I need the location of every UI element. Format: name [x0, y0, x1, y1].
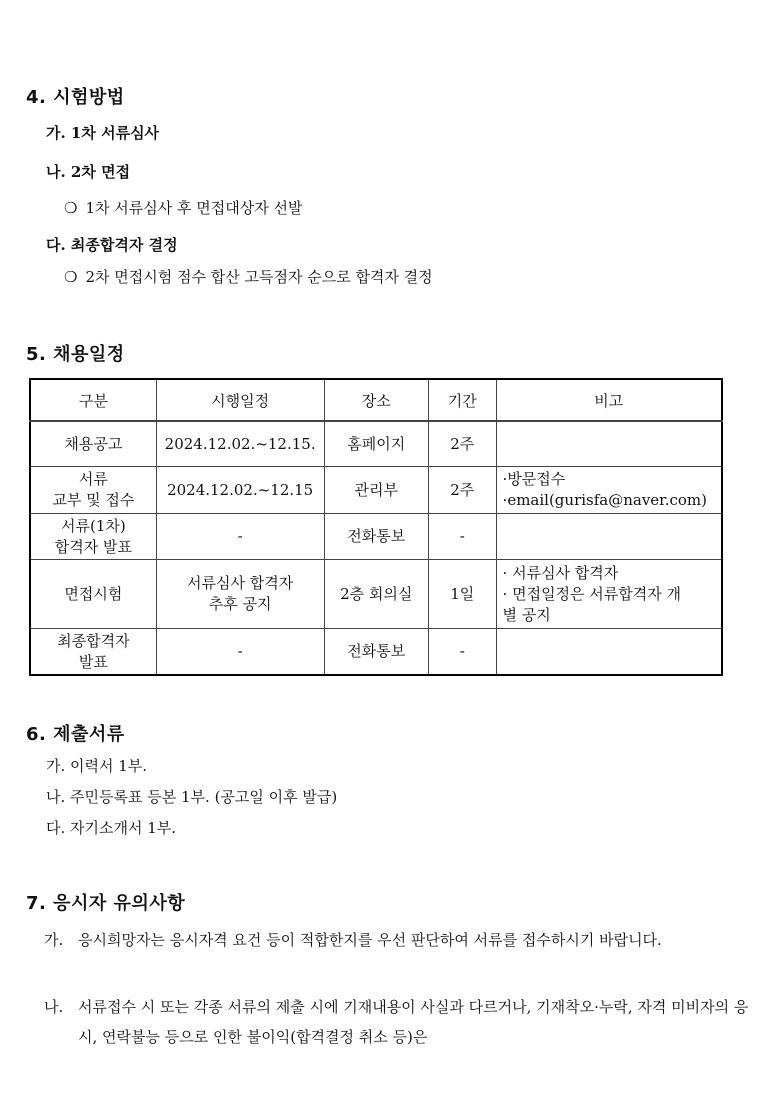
table-row [30, 421, 722, 467]
date-cell: 서류심사 합격자 추후 공지 [156, 560, 324, 629]
column-header: 기간 [428, 379, 496, 421]
section-4-heading: 4. 시험방법 [26, 87, 125, 108]
category-cell: 서류(1차) 합격자 발표 [30, 514, 156, 560]
circle-bullet-icon: ❍ [64, 199, 78, 217]
column-header: 비고 [496, 379, 722, 421]
category-cell: 채용공고 [30, 421, 156, 467]
note-cell: · 서류심사 합격자 · 면접일정은 서류합격자 개 별 공지 [496, 560, 722, 629]
period-cell: 1일 [428, 560, 496, 629]
place-cell: 홈페이지 [324, 421, 428, 467]
notice-paragraph-2 [44, 992, 750, 1052]
place-cell: 전화통보 [324, 514, 428, 560]
period-cell: 2주 [428, 421, 496, 467]
period-cell: 2주 [428, 467, 496, 514]
paragraph-label: 가. [44, 931, 64, 949]
section-5-heading: 5. 채용일정 [26, 344, 125, 365]
place-cell: 전화통보 [324, 629, 428, 676]
bullet-text: 1차 서류심사 후 면접대상자 선발 [85, 199, 303, 217]
exam-method-item-2-detail [64, 197, 302, 218]
date-cell: 2024.12.02.~12.15 [156, 467, 324, 514]
exam-method-item-3-detail [64, 266, 433, 287]
note-cell [496, 514, 722, 560]
document-item-3: 다. 자기소개서 1부. [46, 819, 177, 837]
category-cell: 서류 교부 및 접수 [30, 467, 156, 514]
table-row [30, 514, 722, 560]
schedule-table [29, 378, 723, 676]
document-item-1: 가. 이력서 1부. [46, 757, 148, 775]
paragraph-label: 나. [44, 998, 64, 1016]
notice-paragraph-1 [44, 925, 750, 955]
date-cell: - [156, 629, 324, 676]
note-cell [496, 421, 722, 467]
section-7-heading: 7. 응시자 유의사항 [26, 893, 186, 914]
category-cell: 최종합격자 발표 [30, 629, 156, 676]
place-cell: 관리부 [324, 467, 428, 514]
category-cell: 면접시험 [30, 560, 156, 629]
exam-method-item-3: 다. 최종합격자 결정 [46, 236, 178, 254]
date-cell: - [156, 514, 324, 560]
document-item-2: 나. 주민등록표 등본 1부. (공고일 이후 발급) [46, 788, 338, 806]
section-6-heading: 6. 제출서류 [26, 724, 125, 745]
table-row [30, 629, 722, 676]
column-header: 시행일정 [156, 379, 324, 421]
paragraph-text: 서류접수 시 또는 각종 서류의 제출 시에 기재내용이 사실과 다르거나, 기재착오·누락, 자격 미비자의 응시, 연락불능 등으로 인한 불이익(합격결정 취소 등)은 [78, 998, 749, 1046]
table-row [30, 467, 722, 514]
bullet-text: 2차 면접시험 점수 합산 고득점자 순으로 합격자 결정 [85, 268, 433, 286]
period-cell: - [428, 514, 496, 560]
column-header: 구분 [30, 379, 156, 421]
exam-method-item-1: 가. 1차 서류심사 [46, 124, 160, 142]
period-cell: - [428, 629, 496, 676]
date-cell: 2024.12.02.~12.15. [156, 421, 324, 467]
table-row [30, 560, 722, 629]
note-cell: ·방문접수 ·email(gurisfa@naver.com) [496, 467, 722, 514]
paragraph-text: 응시희망자는 응시자격 요건 등이 적합한지를 우선 판단하여 서류를 접수하시기 바랍니다. [78, 931, 662, 949]
place-cell: 2층 회의실 [324, 560, 428, 629]
exam-method-item-2: 나. 2차 면접 [46, 163, 131, 181]
circle-bullet-icon: ❍ [64, 268, 78, 286]
note-cell [496, 629, 722, 676]
table-header-row [30, 379, 722, 421]
column-header: 장소 [324, 379, 428, 421]
